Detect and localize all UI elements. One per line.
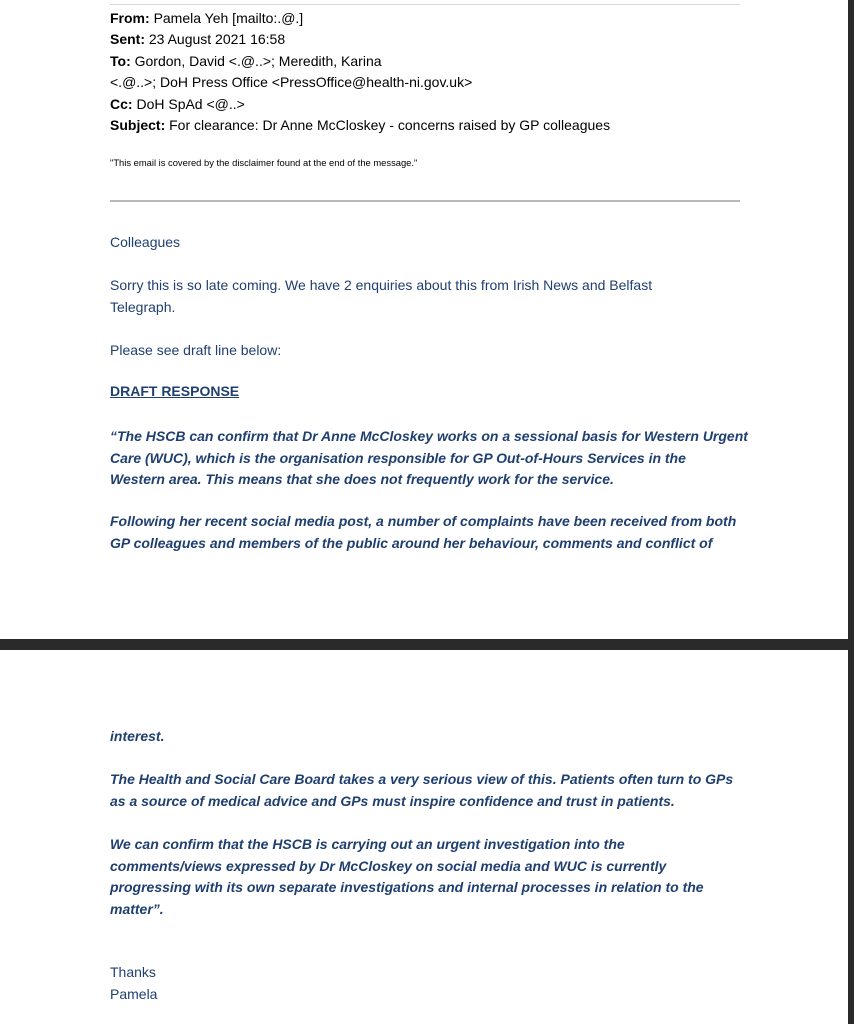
from-value: Pamela Yeh [mailto:.@.]: [153, 10, 304, 26]
response-p1-line-2: Care (WUC), which is the organisation responsible for GP Out-of-Hours Services in the: [110, 449, 686, 466]
subject-line: [110, 115, 750, 136]
disclaimer-notice: "This email is covered by the disclaimer found at the end of the message.": [110, 157, 418, 168]
signature: Pamela: [110, 986, 158, 1002]
page-break: [0, 639, 854, 650]
from-line: [110, 8, 750, 29]
response-p4-line-2: comments/views expressed by Dr McCloskey on social media and WUC is currently: [110, 857, 667, 874]
response-paragraph-2: [110, 511, 750, 554]
intro-line-2: Telegraph.: [110, 298, 176, 315]
cc-line: [110, 94, 750, 115]
to-label: To:: [110, 52, 131, 69]
cc-label: Cc:: [110, 95, 133, 112]
sent-line: [110, 29, 750, 50]
sent-label: Sent:: [110, 31, 145, 48]
to-value-line2: <.@..>; DoH Press Office <PressOffice@health-ni.gov.uk>: [110, 74, 473, 91]
subject-label: Subject:: [110, 117, 166, 134]
response-p2-line-2: GP colleagues and members of the public around her behaviour, comments and conflict of: [110, 534, 713, 551]
signoff: Thanks: [110, 964, 156, 980]
response-p2-line-1: Following her recent social media post, a number of complaints have been received from both: [110, 513, 737, 529]
response-p1-line-3: Western area. This means that she does not frequently work for the service.: [110, 471, 614, 488]
to-line: [110, 51, 750, 72]
to-value-line1: Gordon, David <.@..>; Meredith, Karina: [134, 52, 382, 69]
draft-intro: Please see draft line below:: [110, 342, 282, 358]
greeting: Colleagues: [110, 234, 181, 250]
response-paragraph-1: [110, 426, 750, 491]
from-label: From:: [110, 10, 150, 26]
response-paragraph-3: [110, 769, 750, 812]
cc-value: DoH SpAd <@..>: [136, 95, 245, 112]
response-p3-line-2: as a source of medical advice and GPs must inspire confidence and trust in patients.: [110, 792, 675, 809]
response-p1-line-1: “The HSCB can confirm that Dr Anne McCloskey works on a sessional basis for Western Urgent: [110, 428, 748, 444]
response-p4-line-4: matter”.: [110, 901, 164, 918]
intro-paragraph: [110, 275, 750, 318]
email-header: [110, 8, 750, 136]
response-p3-line-1: The Health and Social Care Board takes a very serious view of this. Patients often turn to GPs: [110, 771, 734, 787]
subject-value: For clearance: Dr Anne McCloskey - concerns raised by GP colleagues: [169, 117, 611, 134]
response-paragraph-2-continued: interest.: [110, 728, 165, 744]
response-paragraph-4: [110, 834, 750, 921]
viewer-right-edge: [848, 0, 854, 1024]
header-separator: [110, 200, 740, 202]
intro-line-1: Sorry this is so late coming. We have 2 enquiries about this from Irish News and Belfast: [110, 277, 653, 293]
sent-value: 23 August 2021 16:58: [148, 31, 286, 48]
response-p4-line-1: We can confirm that the HSCB is carrying out an urgent investigation into the: [110, 836, 625, 852]
to-line-continued: [110, 72, 750, 93]
document-page-2: [0, 650, 848, 1024]
draft-response-heading: DRAFT RESPONSE: [110, 383, 240, 399]
response-p4-line-3: progressing with its own separate investigations and internal processes in relation to the: [110, 879, 704, 896]
top-divider: [110, 4, 740, 5]
